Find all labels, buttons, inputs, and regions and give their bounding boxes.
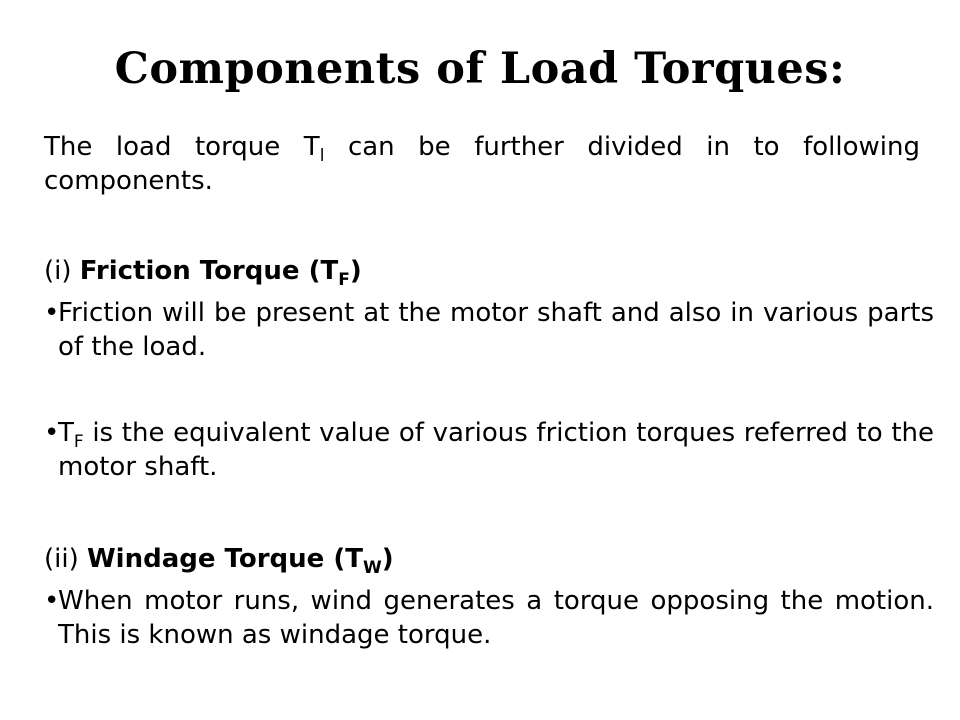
intro-subscript: l — [319, 146, 325, 166]
intro-paragraph — [44, 130, 920, 198]
section-heading-friction — [44, 254, 920, 288]
slide-title: Components of Load Torques: — [114, 44, 846, 94]
section-heading-prefix: (i) — [44, 256, 80, 286]
bullet-item — [44, 416, 934, 484]
bullet-icon: • — [44, 418, 60, 448]
bullet-text: When motor runs, wind generates a torque opposing the motion. This is known as windage torque. — [58, 586, 934, 650]
bullet-text-before: T — [58, 418, 74, 448]
section-heading-subscript: W — [362, 558, 382, 578]
intro-text-before: The load torque T — [44, 132, 320, 162]
section-heading-suffix: ) — [381, 544, 394, 574]
bullet-text: Friction will be present at the motor shaft and also in various parts of the load. — [58, 298, 934, 362]
bullet-item — [44, 296, 934, 364]
section-heading-subscript: F — [338, 270, 350, 290]
section-heading-label-text: Windage Torque (T — [87, 544, 363, 574]
bullet-icon: • — [44, 298, 60, 328]
section-heading-label-text: Friction Torque (T — [79, 256, 339, 286]
section-heading-windage — [44, 542, 920, 576]
section-heading-label — [79, 256, 362, 290]
bullet-icon: • — [44, 586, 60, 616]
section-heading-prefix: (ii) — [44, 544, 87, 574]
intro-text-after: can be further divided in to following components. — [44, 132, 920, 196]
bullet-subscript: F — [73, 432, 84, 452]
section-heading-label — [87, 544, 394, 578]
section-heading-suffix: ) — [349, 256, 362, 286]
bullet-text-after: is the equivalent value of various friction torques referred to the motor shaft. — [58, 418, 934, 482]
bullet-item — [44, 584, 934, 652]
